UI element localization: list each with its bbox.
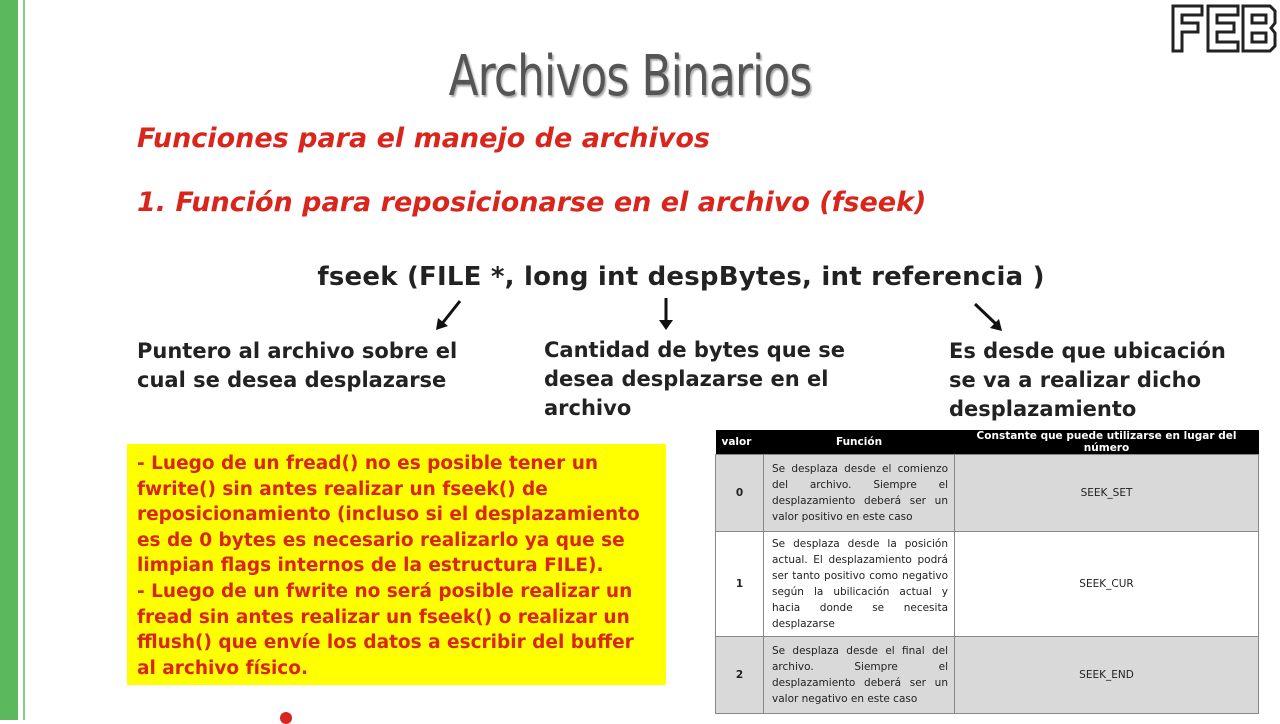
warning-note	[127, 444, 666, 685]
table-header-row	[716, 430, 1259, 455]
left-accent-bar	[0, 0, 18, 720]
cell-constante: SEEK_SET	[955, 455, 1259, 532]
table-row	[716, 637, 1259, 714]
page-title: Archivos Binarios	[448, 44, 812, 109]
desc-file-pointer: Puntero al archivo sobre el cual se desea desplazarse	[137, 339, 458, 392]
note-paragraph-fread: - Luego de un fread() no es posible tener un fwrite() sin antes realizar un fseek() de reposicionamiento (incluso si el desplazamiento es de 0 bytes es necesario realizarlo ya que se limpian flags internos de la estructura FILE).	[137, 453, 640, 577]
feb-logo	[1170, 3, 1278, 55]
logo-graphic	[1170, 3, 1278, 55]
table-row	[716, 532, 1259, 637]
desc-bytes: Cantidad de bytes que se desea desplazarse en el archivo	[544, 338, 845, 420]
arrow-down-left-icon	[434, 298, 464, 332]
arrow-down-right-icon	[972, 300, 1006, 334]
left-accent-line	[23, 0, 25, 720]
note-paragraph-fwrite: - Luego de un fwrite no será posible realizar un fread sin antes realizar un fseek() o realizar un fflush() que envíe los datos a escribir del buffer al archivo físico.	[137, 580, 634, 679]
header-valor: valor	[716, 430, 764, 455]
cell-funcion: Se desplaza desde el final del archivo. Siempre el desplazamiento deberá ser un valor negativo en este caso	[764, 637, 955, 714]
section-subtitle: Funciones para el manejo de archivos	[137, 123, 710, 154]
arrow-down-icon	[656, 296, 676, 332]
cell-funcion: Se desplaza desde la posición actual. El desplazamiento podrá ser tanto positivo como negativo según la ubilicación actual y hacia donde se necesita desplazarse	[764, 532, 955, 637]
cell-valor: 1	[716, 532, 764, 637]
header-constante: Constante que puede utilizarse en lugar del número	[955, 430, 1259, 455]
cell-valor: 2	[716, 637, 764, 714]
fseek-signature: fseek (FILE *, long int despBytes, int referencia )	[317, 262, 1045, 292]
desc-reference: Es desde que ubicación se va a realizar dicho desplazamiento	[949, 339, 1226, 421]
cell-funcion: Se desplaza desde el comienzo del archivo. Siempre el desplazamiento deberá ser un valor positivo en este caso	[764, 455, 955, 532]
cell-valor: 0	[716, 455, 764, 532]
cell-constante: SEEK_CUR	[955, 532, 1259, 637]
header-funcion: Función	[764, 430, 955, 455]
seek-reference-table	[715, 430, 1259, 714]
table-row	[716, 455, 1259, 532]
function-subtitle: 1. Función para reposicionarse en el archivo (fseek)	[137, 187, 927, 218]
cell-constante: SEEK_END	[955, 637, 1259, 714]
pointer-dot	[280, 712, 292, 724]
